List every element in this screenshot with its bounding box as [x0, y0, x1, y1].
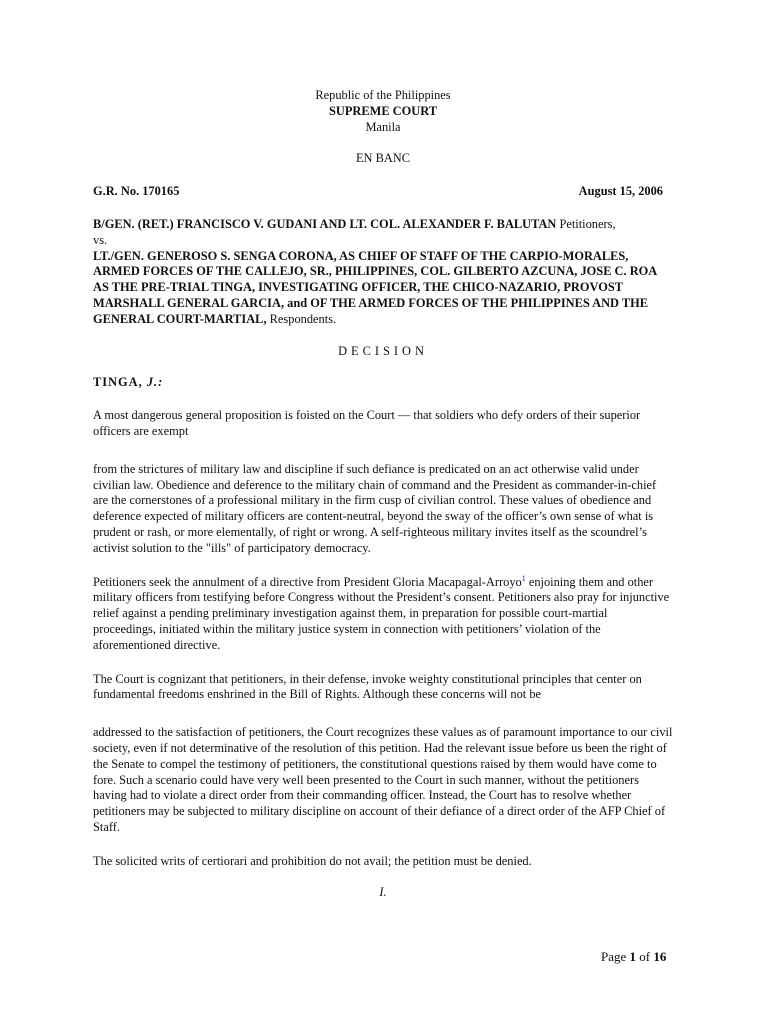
total-pages: 16: [653, 949, 667, 964]
petitioners-label: Petitioners,: [559, 216, 616, 231]
respondents-label: Respondents.: [269, 311, 337, 326]
ponente-suffix: J.:: [146, 375, 164, 390]
court-city: Manila: [365, 119, 401, 134]
footnote-ref-1[interactable]: 1: [521, 573, 526, 583]
ponente-name: TINGA,: [93, 375, 143, 390]
decision-date: August 15, 2006: [578, 184, 663, 199]
paragraph-2: from the strictures of military law and discipline if such defiance is predicated on an act otherwise valid under civilian law. Obedience and deference to the military chain of command and the President as commander-in-chief are the cornerstones of a professional military in the firm cusp of civilian control. These values of obedience and deference expected of military officers are content-neutral, beyond the sway of the officer’s own sense of what is prudent or rash, or more elementally, of right or wrong. A self-righteous military invites itself as the scoundrel’s activist solution to the "ills" of participatory democracy.: [93, 461, 657, 555]
paragraph-6: The solicited writs of certiorari and prohibition do not avail; the petition must be denied.: [93, 853, 532, 868]
versus-line: vs.: [93, 232, 108, 247]
current-page: 1: [629, 949, 637, 964]
court-header: [93, 88, 673, 167]
page-word: Page: [601, 949, 627, 964]
court-name: SUPREME COURT: [329, 103, 437, 118]
section-numeral: I.: [379, 885, 387, 900]
page-number-footer: [601, 949, 666, 965]
paragraph-3: [93, 575, 673, 654]
petitioners-block: [93, 217, 673, 233]
petitioners-names: B/GEN. (RET.) FRANCISCO V. GUDANI AND LT. COL. ALEXANDER F. BALUTAN: [93, 216, 557, 231]
paragraph-3-start: Petitioners seek the annulment of a directive from President Gloria Macapagal-Arroyo: [93, 574, 522, 589]
of-word: of: [639, 949, 651, 964]
paragraph-1: A most dangerous general proposition is foisted on the Court — that soldiers who defy orders of their superior officers are exempt: [93, 408, 641, 438]
ponente-line: [93, 375, 673, 391]
respondents-names: LT./GEN. GENEROSO S. SENGA CORONA, AS CHIEF OF STAFF OF THE CARPIO-MORALES, ARMED FORCES OF THE CALLEJO, SR., PHILIPPINES, COL. GILBERTO AZCUNA, JOSE C. ROA AS THE PRE-TRIAL TINGA, INVESTIGATING OFFICER, THE CHICO-NAZARIO, PROVOST MARSHALL GENERAL GARCIA, and OF THE ARMED FORCES OF THE PHILIPPINES AND THE GENERAL COURT-MARTIAL,: [93, 248, 657, 326]
case-number-row: [93, 184, 673, 200]
division-line: EN BANC: [355, 151, 411, 166]
respondents-block: [93, 249, 673, 328]
paragraph-3-end: enjoining them and other military officers from testifying before Congress without the President’s consent. Petitioners also pray for injunctive relief against a pending preliminary investigation against them, in preparation for possible court-martial proceedings, initiated within the military justice system in connection with petitioners’ violation of the aforementioned directive.: [93, 574, 670, 652]
republic-line: Republic of the Philippines: [315, 88, 451, 102]
gr-number: G.R. No. 170165: [93, 184, 180, 199]
paragraph-5: addressed to the satisfaction of petitioners, the Court recognizes these values as of paramount importance to our civil society, even if not determinative of the resolution of this petition. Had the relevant issue before us been the right of the Senate to compel the testimony of petitioners, the constitutional questions raised by them would have come to fore. Such a scenario could have very well been presented to the Court in such manner, without the petitioners having had to violate a direct order from their commanding officer. Instead, the Court has to resolve whether petitioners may be subjected to military discipline on account of their defiance of a direct order of the AFP Chief of Staff.: [93, 725, 673, 834]
paragraph-4: The Court is cognizant that petitioners, in their defense, invoke weighty constitutional principles that center on fundamental freedoms enshrined in the Bill of Rights. Although these concerns will not be: [93, 671, 642, 702]
case-parties: [93, 217, 673, 328]
decision-heading: DECISION: [338, 343, 428, 358]
document-body: [93, 88, 673, 901]
